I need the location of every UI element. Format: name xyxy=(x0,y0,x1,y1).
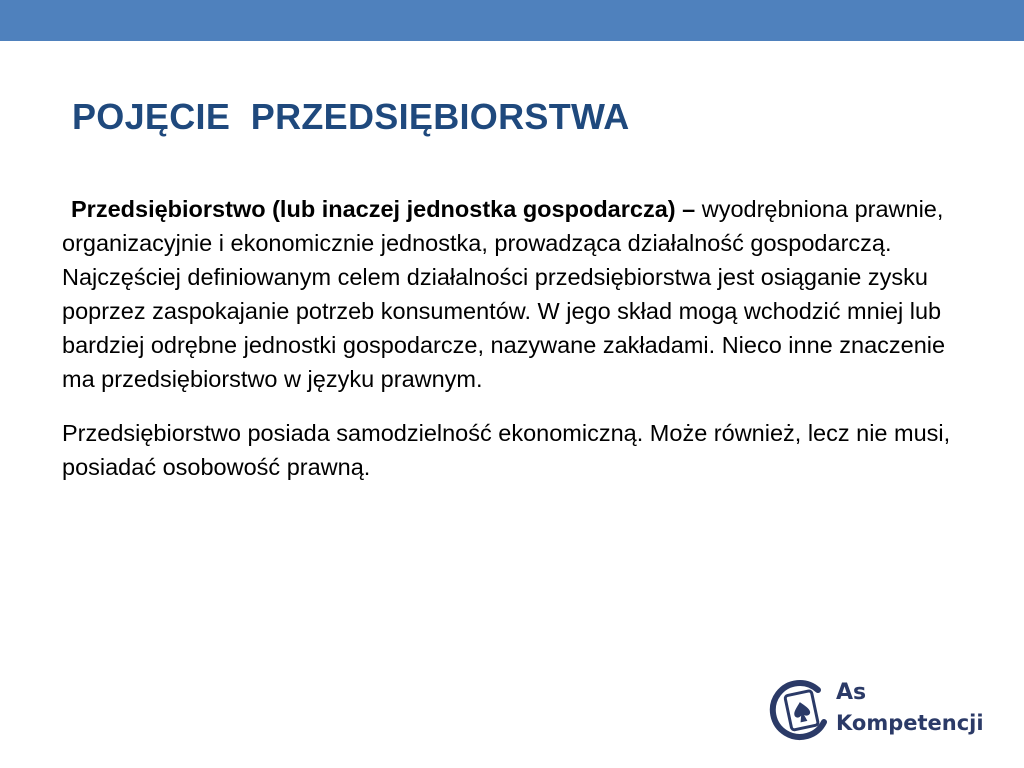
definition-term: Przedsiębiorstwo (lub inaczej jednostka gospodarcza) – xyxy=(71,196,696,222)
spade-card-icon xyxy=(768,674,832,744)
paragraph-independence xyxy=(62,416,972,484)
as-kompetencji-logo xyxy=(768,674,998,744)
top-accent-bar xyxy=(0,0,1024,41)
logo-line-kompetencji: Kompetencji xyxy=(836,711,984,735)
slide-body xyxy=(62,192,972,484)
paragraph-definition xyxy=(62,192,972,396)
definition-text: wyodrębniona prawnie, organizacyjnie i ekonomicznie jednostka, prowadząca działalność gospodarczą. Najczęściej definiowanym celem działalności przedsiębiorstwa jest osiąganie zysku poprzez zaspokajanie potrzeb konsumentów. W jego skład mogą wchodzić mniej lub bardziej odrębne jednostki gospodarcze, nazywane zakładami. Nieco inne znaczenie ma przedsiębiorstwo w języku prawnym. xyxy=(62,196,946,392)
independence-text: Przedsiębiorstwo posiada samodzielność ekonomiczną. Może również, lecz nie musi, posiadać osobowość prawną. xyxy=(62,420,951,480)
slide-title: POJĘCIE PRZEDSIĘBIORSTWA xyxy=(72,96,630,137)
logo-text xyxy=(836,678,984,738)
logo-line-as: As xyxy=(836,680,867,705)
